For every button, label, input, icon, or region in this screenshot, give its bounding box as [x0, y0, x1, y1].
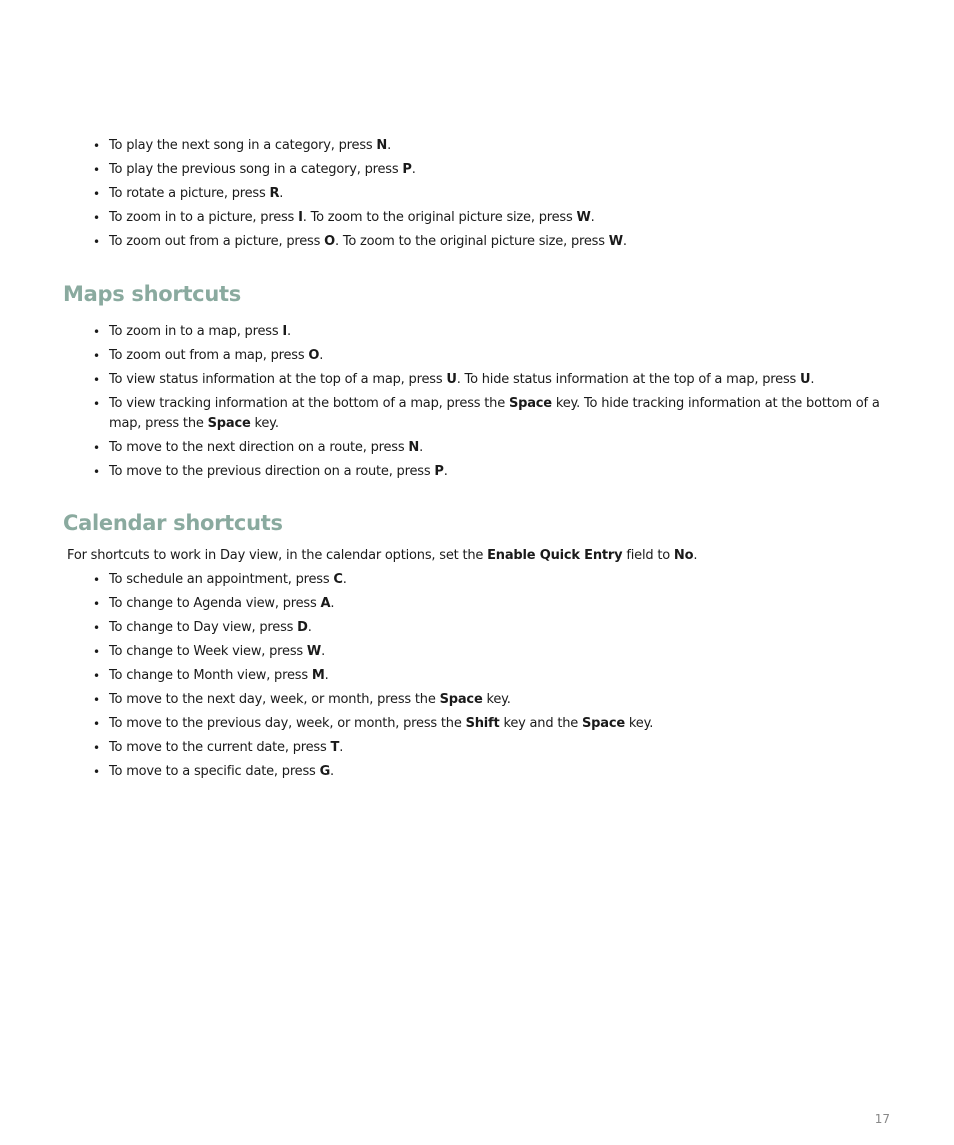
key-name: D [297, 620, 308, 635]
key-name: Shift [465, 716, 500, 731]
list-item: • To play the next song in a category, press N. [93, 136, 893, 156]
list-item: • To view tracking information at the bottom of a map, press the Space key. To hide tracking information at the bottom of a map, press the Space key. [93, 394, 893, 434]
calendar-shortcuts-list [93, 570, 893, 786]
calendar-intro-paragraph: For shortcuts to work in Day view, in the calendar options, set the Enable Quick Entry field to No. [67, 548, 698, 563]
page-number: 17 [874, 1112, 890, 1126]
maps-shortcuts-heading: Maps shortcuts [63, 282, 241, 306]
list-item: • To view status information at the top of a map, press U. To hide status information at the top of a map, press U. [93, 370, 893, 390]
list-item: • To move to the previous day, week, or month, press the Shift key and the Space key. [93, 714, 893, 734]
key-name: I [282, 324, 287, 339]
key-name: W [306, 644, 322, 659]
key-name: N [408, 440, 420, 455]
list-item: • To change to Week view, press W. [93, 642, 893, 662]
list-item: • To change to Month view, press M. [93, 666, 893, 686]
list-item: • To move to the previous direction on a route, press P. [93, 462, 893, 482]
list-item: • To move to the next direction on a route, press N. [93, 438, 893, 458]
maps-shortcuts-list [93, 322, 893, 486]
key-name: I [298, 210, 303, 225]
key-name: Space [439, 692, 483, 707]
list-item: • To move to the next day, week, or month, press the Space key. [93, 690, 893, 710]
list-item: • To zoom out from a map, press O. [93, 346, 893, 366]
key-name: A [320, 596, 331, 611]
list-item: • To change to Agenda view, press A. [93, 594, 893, 614]
key-name: No [673, 548, 694, 563]
list-item: • To rotate a picture, press R. [93, 184, 893, 204]
list-item: • To move to a specific date, press G. [93, 762, 893, 782]
key-name: N [376, 138, 388, 153]
calendar-shortcuts-heading: Calendar shortcuts [63, 511, 283, 535]
key-name: Enable Quick Entry [487, 548, 623, 563]
key-name: Space [508, 396, 552, 411]
media-shortcuts-list [93, 136, 893, 256]
list-item: • To zoom out from a picture, press O. To zoom to the original picture size, press W. [93, 232, 893, 252]
key-name: W [576, 210, 591, 225]
list-item: • To change to Day view, press D. [93, 618, 893, 638]
key-name: O [308, 348, 320, 363]
key-name: P [402, 162, 412, 177]
key-name: T [330, 740, 340, 755]
key-name: U [800, 372, 811, 387]
key-name: P [434, 464, 444, 479]
list-item: • To move to the current date, press T. [93, 738, 893, 758]
key-name: Space [207, 416, 251, 431]
key-name: Space [582, 716, 625, 731]
key-name: W [608, 234, 623, 249]
key-name: M [311, 668, 325, 683]
key-name: O [324, 234, 335, 249]
key-name: G [319, 764, 331, 779]
list-item: • To zoom in to a picture, press I. To zoom to the original picture size, press W. [93, 208, 893, 228]
key-name: R [269, 186, 280, 201]
list-item: • To play the previous song in a category, press P. [93, 160, 893, 180]
list-item: • To zoom in to a map, press I. [93, 322, 893, 342]
list-item: • To schedule an appointment, press C. [93, 570, 893, 590]
key-name: C [333, 572, 343, 587]
key-name: U [446, 372, 457, 387]
